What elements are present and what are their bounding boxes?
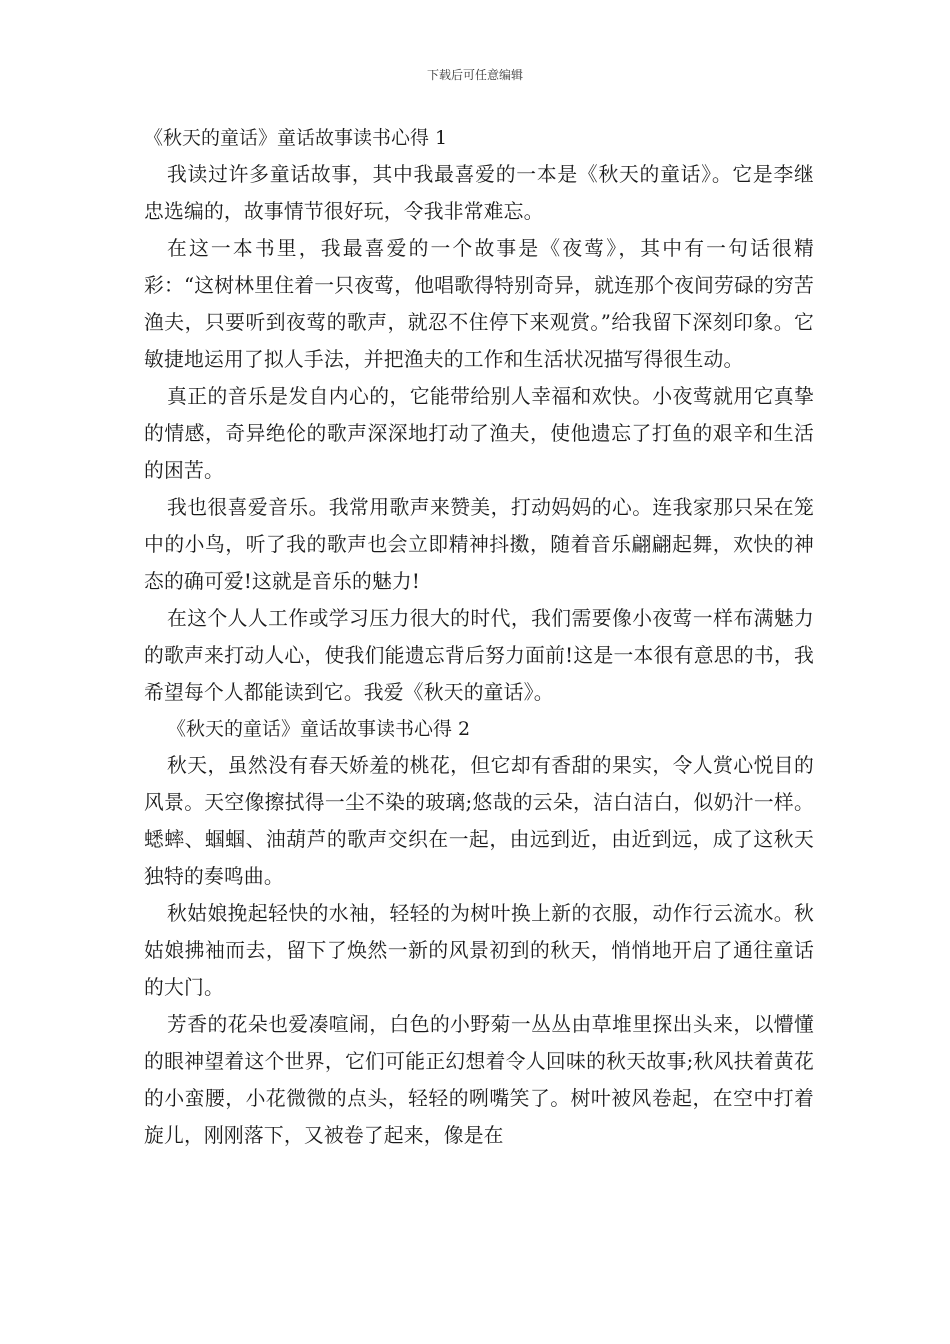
paragraph: 秋姑娘挽起轻快的水袖，轻轻的为树叶换上新的衣服，动作行云流水。秋姑娘拂袖而去，留下了焕然一新的风景初到的秋天，悄悄地开启了通往童话的大门。 [144, 902, 814, 999]
paragraph: 秋天，虽然没有春天娇羞的桃花，但它却有香甜的果实，令人赏心悦目的风景。天空像擦拭得一尘不染的玻璃;悠哉的云朵，洁白洁白，似奶汁一样。蟋蟀、蝈蝈、油葫芦的歌声交织在一起，由远到近，由近到远，成了这秋天独特的奏鸣曲。 [144, 754, 814, 888]
paragraph: 在这一本书里，我最喜爱的一个故事是《夜莺》，其中有一句话很精彩：“这树林里住着一只夜莺，他唱歌得特别奇异，就连那个夜间劳碌的穷苦渔夫，只要听到夜莺的歌声，就忍不住停下来观赏。”给我留下深刻印象。它敏捷地运用了拟人手法，并把渔夫的工作和生活状况描写得很生动。 [144, 237, 814, 371]
paragraph: 芳香的花朵也爱凑喧闹，白色的小野菊一丛丛由草堆里探出头来，以懵懂的眼神望着这个世界，它们可能正幻想着令人回味的秋天故事;秋风扶着黄花的小蛮腰，小花微微的点头，轻轻的咧嘴笑了。树叶被风卷起，在空中打着旋儿，刚刚落下，又被卷了起来，像是在 [144, 1013, 814, 1147]
section-title-2: 《秋天的童话》童话故事读书心得 2 [167, 718, 471, 740]
paragraph: 我也很喜爱音乐。我常用歌声来赞美，打动妈妈的心。连我家那只呆在笼中的小鸟，听了我的歌声也会立即精神抖擞，随着音乐翩翩起舞，欢快的神态的确可爱!这就是音乐的魅力! [144, 496, 814, 593]
paragraph: 在这个人人工作或学习压力很大的时代，我们需要像小夜莺一样布满魅力的歌声来打动人心，使我们能遗忘背后努力面前!这是一本很有意思的书，我希望每个人都能读到它。我爱《秋天的童话》。 [144, 607, 814, 704]
document-body [144, 120, 814, 1154]
section-title-1: 《秋天的童话》童话故事读书心得 1 [144, 127, 448, 149]
paragraph: 我读过许多童话故事，其中我最喜爱的一本是《秋天的童话》。它是李继忠选编的，故事情节很好玩，令我非常难忘。 [144, 163, 814, 223]
paragraph: 真正的音乐是发自内心的，它能带给别人幸福和欢快。小夜莺就用它真挚的情感，奇异绝伦的歌声深深地打动了渔夫，使他遗忘了打鱼的艰辛和生活的困苦。 [144, 385, 814, 482]
page-header: 下载后可任意编辑 [426, 68, 523, 82]
